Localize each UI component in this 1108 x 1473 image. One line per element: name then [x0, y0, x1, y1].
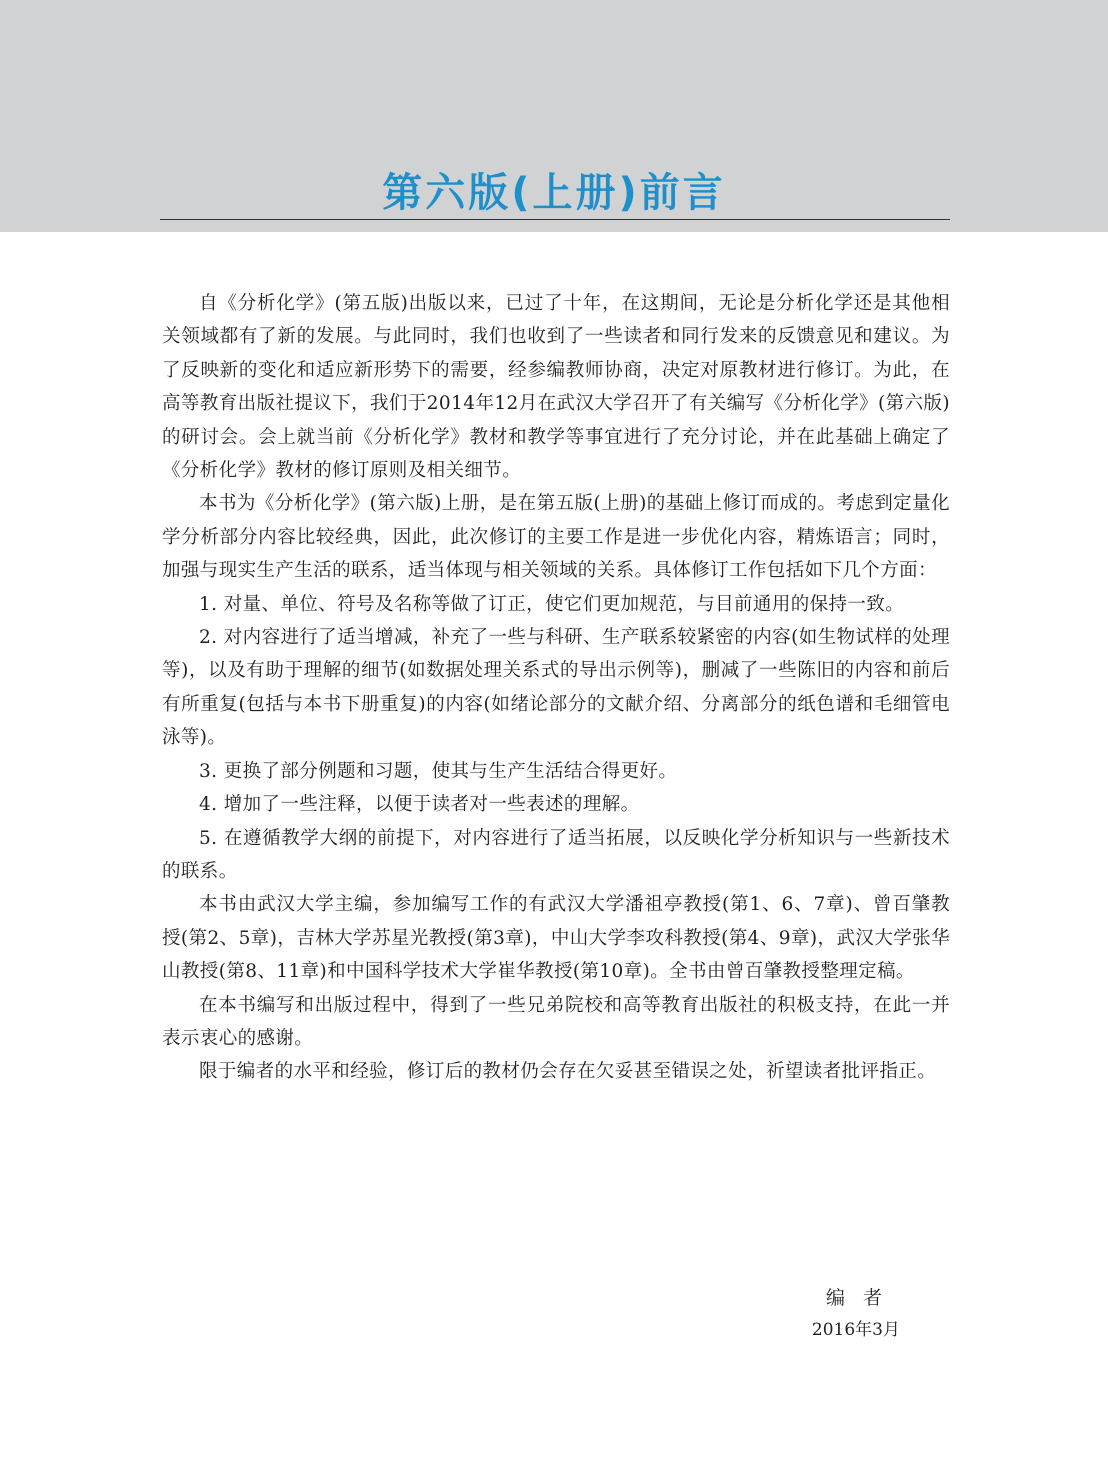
preface-body — [162, 287, 950, 1089]
paragraph-intro: 自《分析化学》(第五版)出版以来，已过了十年，在这期间，无论是分析化学还是其他相关领域都有了新的发展。与此同时，我们也收到了一些读者和同行发来的反馈意见和建议。为了反映新的变化和适应新形势下的需要，经参编教师协商，决定对原教材进行修订。为此，在高等教育出版社提议下，我们于2014年12月在武汉大学召开了有关编写《分析化学》(第六版)的研讨会。会上就当前《分析化学》教材和教学等事宜进行了充分讨论，并在此基础上确定了《分析化学》教材的修订原则及相关细节。 — [162, 293, 950, 482]
paragraph-book-overview: 本书为《分析化学》(第六版)上册，是在第五版(上册)的基础上修订而成的。考虑到定量化学分析部分内容比较经典，因此，此次修订的主要工作是进一步优化内容，精炼语言；同时，加强与现实生产生活的联系，适当体现与相关领域的关系。具体修订工作包括如下几个方面： — [162, 493, 950, 582]
editor-signature: 编者 — [825, 1287, 900, 1309]
paragraph-revision-item-5: 5. 在遵循教学大纲的前提下，对内容进行了适当拓展，以反映化学分析知识与一些新技术的联系。 — [162, 827, 950, 882]
preface-date: 2016年3月 — [811, 1320, 900, 1340]
paragraph-revision-item-1: 1. 对量、单位、符号及名称等做了订正，使它们更加规范，与目前通用的保持一致。 — [199, 593, 905, 615]
title-divider — [160, 219, 950, 220]
paragraph-revision-item-2: 2. 对内容进行了适当增减，补充了一些与科研、生产联系较紧密的内容(如生物试样的处理等)，以及有助于理解的细节(如数据处理关系式的导出示例等)，删减了一些陈旧的内容和前后有所重复(包括与本书下册重复)的内容(如绪论部分的文献介绍、分离部分的纸色谱和毛细管电泳等)。 — [162, 627, 950, 749]
paragraph-revision-item-3: 3. 更换了部分例题和习题，使其与生产生活结合得更好。 — [199, 760, 678, 782]
paragraph-acknowledgement: 在本书编写和出版过程中，得到了一些兄弟院校和高等教育出版社的积极支持，在此一并表示衷心的感谢。 — [162, 994, 950, 1049]
paragraph-closing: 限于编者的水平和经验，修订后的教材仍会存在欠妥甚至错误之处，祈望读者批评指正。 — [199, 1061, 937, 1083]
page-title: 第六版(上册)前言 — [382, 170, 726, 216]
paragraph-revision-item-4: 4. 增加了一些注释，以便于读者对一些表述的理解。 — [199, 794, 640, 816]
paragraph-authors: 本书由武汉大学主编，参加编写工作的有武汉大学潘祖亭教授(第1、6、7章)、曾百肇教授(第2、5章)，吉林大学苏星光教授(第3章)，中山大学李攻科教授(第4、9章)，武汉大学张华山教授(第8、11章)和中国科学技术大学崔华教授(第10章)。全书由曾百肇教授整理定稿。 — [162, 894, 950, 983]
